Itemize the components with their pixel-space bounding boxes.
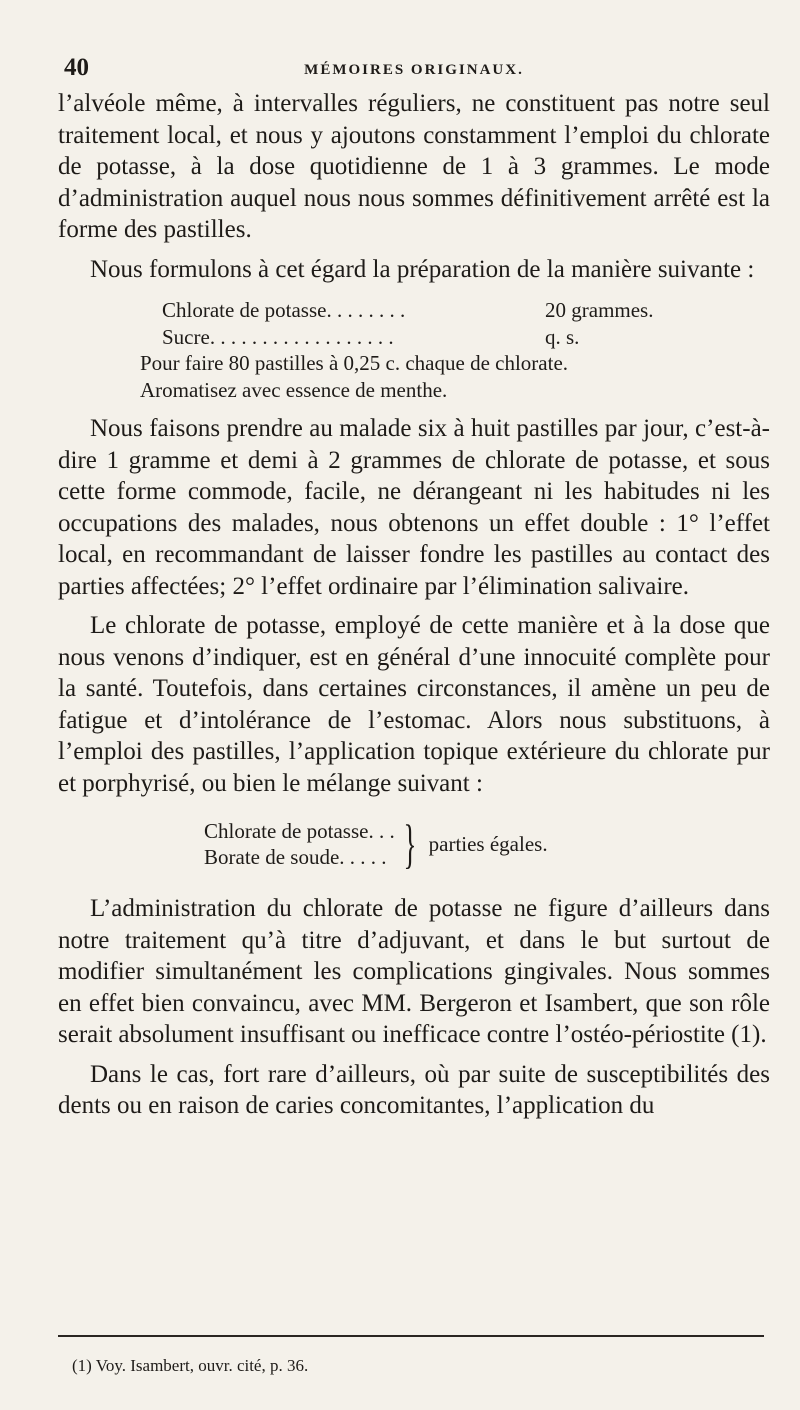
recipe-instruction: Pour faire 80 pastilles à 0,25 c. chaque de chlorate. <box>140 351 569 375</box>
recipe-row <box>162 297 770 324</box>
recipe-ingredient: Sucre. . . . . . . . . . . . . . . . . . <box>162 324 394 349</box>
mixture-proportion: parties égales. <box>428 832 548 856</box>
page <box>58 48 770 1122</box>
footnote-rule <box>58 1335 764 1337</box>
recipe-quantity: 20 grammes. <box>545 298 654 322</box>
recipe-quantity: q. s. <box>545 324 580 349</box>
pastille-recipe <box>140 297 770 403</box>
running-title: MÉMOIRES ORIGINAUX. <box>304 62 524 78</box>
page-number: 40 <box>64 54 89 81</box>
recipe-row <box>162 324 770 351</box>
mixture-item: Chlorate de potasse. . . <box>204 819 395 843</box>
paragraph-3: Nous faisons prendre au malade six à huit pastilles par jour, c’est-à-dire 1 gramme et demi à 2 grammes de chlorate de potasse, et sous cette forme commode, facile, ne dérangeant ni les habitudes ni les occupations des malades, nous obtenons un effet double : 1° l’effet local, en recommandant de laisser fondre les pastilles au contact des parties affectées; 2° l’effet ordinaire par l’élimination salivaire. <box>58 415 770 600</box>
paragraph-5: L’administration du chlorate de potasse ne figure d’ailleurs dans notre traitement qu’à titre d’adjuvant, et dans le but surtout de modifier simultanément les complications gingivales. Nous sommes en effet bien convaincu, avec MM. Bergeron et Isambert, que son rôle serait absolument insuffisant ou inefficace contre l’ostéo-périostite (1). <box>58 895 770 1048</box>
brace: } <box>403 814 417 874</box>
paragraph-6: Dans le cas, fort rare d’ailleurs, où par suite de susceptibilités des dents ou en raison de caries concomitantes, l’application du <box>58 1060 770 1119</box>
recipe-instruction: Aromatisez avec essence de menthe. <box>140 377 448 402</box>
paragraph-1: l’alvéole même, à intervalles réguliers, ne constituent pas notre seul traitement local, et nous y ajoutons constamment l’emploi du chlorate de potasse, à la dose quotidienne de 1 à 3 grammes. Le mode d’administration auquel nous nous sommes définitivement arrêté est la forme des pastilles. <box>58 90 770 243</box>
recipe-ingredient: Chlorate de potasse. . . . . . . . <box>162 298 406 322</box>
paragraph-2: Nous formulons à cet égard la préparation de la manière suivante : <box>90 255 755 283</box>
page-header <box>58 48 770 88</box>
paragraph-4: Le chlorate de potasse, employé de cette manière et à la dose que nous venons d’indiquer, est en général d’une innocuité complète pour la santé. Toutefois, dans certaines circonstances, il amène un peu de fatigue et d’intolérance de l’estomac. Alors nous substituons, à l’emploi des pastilles, l’application topique extérieure du chlorate pur et porphyrisé, ou bien le mélange suivant : <box>58 612 770 797</box>
mixture-formula <box>204 814 770 874</box>
mixture-items <box>204 818 395 870</box>
footnote: (1) Voy. Isambert, ouvr. cité, p. 36. <box>72 1356 309 1375</box>
mixture-item: Borate de soude. . . . . <box>204 845 387 869</box>
